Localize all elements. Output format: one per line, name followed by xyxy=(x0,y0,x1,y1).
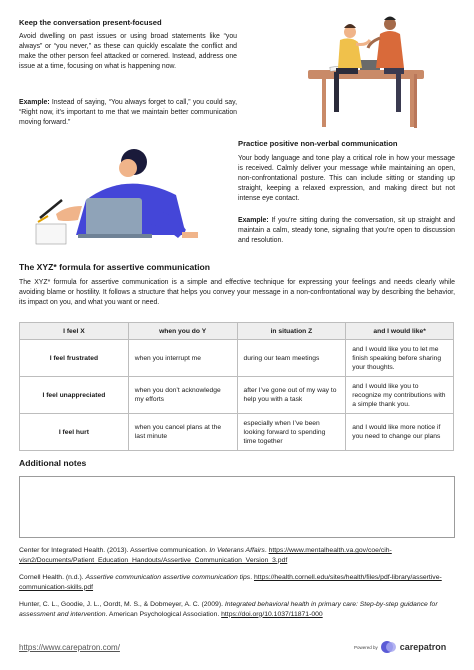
table-cell: when you cancel plans at the last minute xyxy=(128,414,237,451)
table-header-row xyxy=(20,323,454,340)
table-row xyxy=(20,414,454,451)
table-cell: after I’ve gone out of my way to help you with a task xyxy=(237,377,346,414)
reference-text: Cornell Health. (n.d.). xyxy=(19,574,86,581)
table-row xyxy=(20,377,454,414)
notes-heading: Additional notes xyxy=(19,458,87,468)
carepatron-logo[interactable] xyxy=(354,640,446,654)
table-cell-feeling: I feel unappreciated xyxy=(20,377,129,414)
example-label: Example: xyxy=(19,99,50,106)
table-cell-feeling: I feel frustrated xyxy=(20,340,129,377)
reference-link[interactable]: https://health.cornell.edu/sites/health/files/pdf-library/assertive-communication-skills.pdf xyxy=(19,574,442,591)
section-body-present-focused: Avoid dwelling on past issues or using broad statements like “you always” or “you never,” as these can quickly escalate the conflict and make the other person feel attacked or cornered. Instead, address one issue at a time, focusing on what is happening now. xyxy=(19,33,237,70)
reference-source: Integrated behavioral health in primary care: Step-by-step guidance for assessment and intervention xyxy=(19,601,438,618)
table-header-cell: and I would like* xyxy=(346,323,454,340)
reference-text: Hunter, C. L., Goodie, J. L., Oordt, M. S., & Dobmeyer, A. C. (2009). xyxy=(19,601,225,608)
footer-url-link[interactable]: https://www.carepatron.com/ xyxy=(19,643,120,652)
table-header-cell: I feel X xyxy=(20,323,129,340)
reference-text: Center for Integrated Health. (2013). Assertive communication. xyxy=(19,547,210,554)
example-present-focused xyxy=(19,98,237,128)
conversation-illustration xyxy=(298,14,458,132)
table-cell: when you interrupt me xyxy=(128,340,237,377)
example-text: If you’re sitting during the conversation, sit up straight and maintain a calm, steady tone, signaling that you’re open to discussion and resolution. xyxy=(238,217,455,244)
table-cell: when you don’t acknowledge my efforts xyxy=(128,377,237,414)
example-nonverbal xyxy=(238,216,455,246)
table-cell: especially when I’ve been looking forward to spending time together xyxy=(237,414,346,451)
table-cell: and I would like you to recognize my contributions with a simple thank you. xyxy=(346,377,454,414)
powered-by-label: Powered by xyxy=(354,644,378,650)
reference-link[interactable]: https://www.mentalhealth.va.gov/coe/cih-visn2/Documents/Patient_Education_Handouts/Assertive_Communication_Version_3.pdf xyxy=(19,547,392,564)
section-body-nonverbal: Your body language and tone play a critical role in how your message is received. Calmly deliver your message while maintaining an open, non-confrontational posture. This can include sitting or standing up straight, keeping a relaxed expression, and making direct but not intense eye contact. xyxy=(238,155,455,202)
example-text: Instead of saying, “You always forget to call,” you could say, “Right now, it’s important to me that we maintain better communication moving forward.” xyxy=(19,99,237,126)
section-heading-present-focused: Keep the conversation present-focused xyxy=(19,18,162,27)
xyz-table xyxy=(19,322,454,451)
reference-item xyxy=(19,573,455,592)
reference-link[interactable]: https://doi.org/10.1037/11871-000 xyxy=(221,610,323,618)
reference-source: In Veterans Affairs xyxy=(209,547,265,554)
section-heading-nonverbal: Practice positive non-verbal communication xyxy=(238,139,398,148)
reference-text: . xyxy=(264,547,269,554)
table-header-cell: when you do Y xyxy=(128,323,237,340)
reference-item xyxy=(19,546,455,565)
table-cell-feeling: I feel hurt xyxy=(20,414,129,451)
xyz-intro: The XYZ* formula for assertive communication is a simple and effective technique for expressing your feelings and needs clearly while avoiding blame or hostility. It follows a structure that helps you convey your message in a non-confrontational way by describing the behavior, its impact on you, and what you want or need. xyxy=(19,279,455,306)
table-cell: and I would like you to let me finish speaking before sharing your thoughts. xyxy=(346,340,454,377)
reference-item xyxy=(19,600,455,619)
laptop-woman-illustration xyxy=(26,140,206,252)
example-label: Example: xyxy=(238,217,269,224)
reference-text: . xyxy=(250,574,254,581)
table-cell: during our team meetings xyxy=(237,340,346,377)
table-row xyxy=(20,340,454,377)
xyz-title: The XYZ* formula for assertive communication xyxy=(19,262,211,272)
carepatron-brand-text: carepatron xyxy=(399,642,447,652)
table-header-cell: in situation Z xyxy=(237,323,346,340)
notes-box[interactable] xyxy=(19,476,455,538)
carepatron-logo-icon xyxy=(381,640,397,654)
reference-text: . American Psychological Association. xyxy=(105,610,222,618)
table-cell: and I would like more notice if you need to change our plans xyxy=(346,414,454,451)
reference-source: Assertive communication assertive communication tips xyxy=(85,574,251,581)
